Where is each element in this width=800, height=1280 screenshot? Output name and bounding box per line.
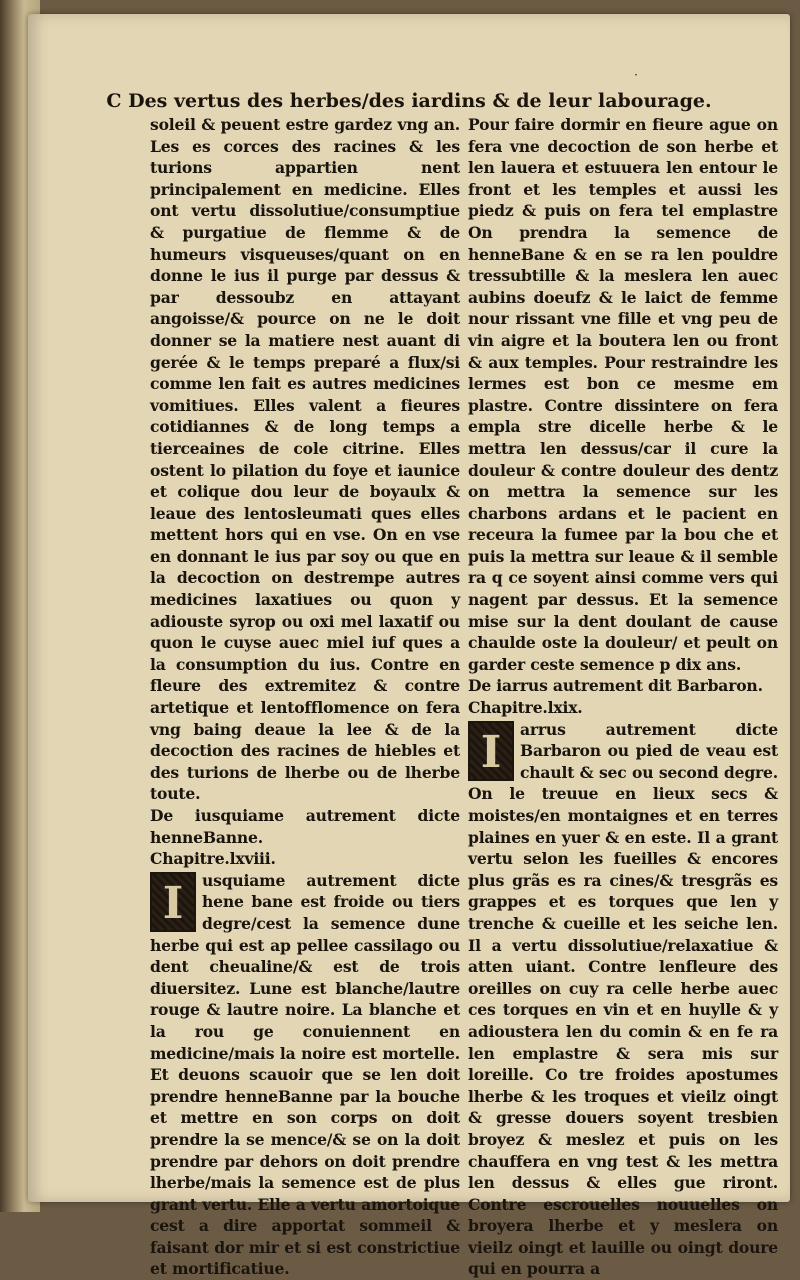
right-column [468,114,778,1280]
right-paragraph-1: Pour faire dormir en fieure ague on fera vne decoction de son herbe et len lauera et estuuera len entour le front et les temples et aussi les piedz & puis on fera tel emplastre On prendra la semence de henneBane & en se ra len pouldre tressubtille & la meslera len auec aubins doeufz & le laict de femme nour rissant vne fille et vng peu de vin aigre et la boutera len ou front & aux temples. Pour restraindre les lermes est bon ce mesme em plastre. Contre dissintere on fera empla stre dicelle herbe & le mettra len dessus/car il cure la douleur & contre douleur des dentz on mettra la semence sur les charbons ardans et le pacient en receura la fumee par la bou che et puis la mettra sur leaue & il semble ra q ce soyent ainsi comme vers qui nagent par dessus. Et la semence mise sur la dent doulant de cause chaulde oste la douleur/ et peult on garder ceste semence p dix ans. [468,115,778,674]
left-chapter-label: Chapitre.lxviii. [150,849,276,869]
right-initial-block [468,719,778,1280]
decorated-initial: I [150,872,196,932]
book-page [28,14,790,1279]
decorated-initial: I [468,721,514,781]
left-section-heading: De iusquiame autrement dicte henneBanne. [150,806,460,847]
left-column [150,114,460,1280]
page-mark: · [634,68,638,82]
running-head: C Des vertus des herbes/des iardins & de leur labourage. [106,90,712,112]
right-chapter-label: Chapitre.lxix. [468,698,583,718]
right-section-heading: De iarrus autrement dit Barbaron. [468,676,763,696]
left-initial-block [150,870,460,1280]
right-paragraph-2: arrus autrement dicte Barbaron ou pied de veau est chault & sec ou second degre. On le treuue en lieux secs & moistes/en montaignes et en terres plaines en yuer & en este. Il a grant vertu selon les fueilles & encores plus grãs es ra cines/& tresgrãs es grappes et es torques que len y trenche & cueille et les seiche len. Il a vertu dissolutiue/relaxatiue & atten uiant. Contre lenfleure des oreilles on cuy ra celle herbe auec ces torques en vin et en huylle & y adioustera len du comin & en fe ra len emplastre & sera mis sur loreille. Co tre froides apostumes lherbe & les troques et vieilz oingt & gresse douers soyent tresbien broyez & meslez et puis on les chauffera en vng test & les mettra len dessus & elles gue riront. Contre escrouelles nouuelles on broyera lherbe et y meslera on vieilz oingt et lauille ou oingt doure qui en pourra a [468,719,778,1279]
left-paragraph-1: soleil & peuent estre gardez vng an. Les es corces des racines & les turions appartien nent principalement en medicine. Elles ont vertu dissolutiue/consumptiue & purgatiue de flemme & de humeurs visqueuses/quant on en donne le ius il purge par dessus & par dessoubz en attayant angoisse/& pource on ne le doit donner se la matiere nest auant di gerée & le temps preparé a flux/si comme len fait es autres medicines vomitiues. Elles valent a fieures cotidiannes & de long temps a tierceaines de cole citrine. Elles ostent lo pilation du foye et iaunice et colique dou leur de boyaulx & leaue des lentosleumati ques elles mettent hors qui en vse. On en vse en donnant le ius par soy ou que en la decoction on destrempe autres medicines laxatiues ou quon y adiouste syrop ou oxi mel laxatif ou quon le cuyse auec miel iuf ques a la consumption du ius. Contre en fleure des extremitez & contre artetique et lentofflomence on fera vng baing deaue la lee & de la decoction des racines de hiebles et des turions de lherbe ou de lherbe toute. [150,115,460,804]
left-paragraph-2: usquiame autrement dicte hene bane est froide ou tiers degre/cest la semence dune herbe qui est ap pellee cassilago ou dent cheualine/& est de trois diuersitez. Lune est blanche/lautre rouge & lautre noire. La blanche et la rou ge conuiennent en medicine/mais la noire est mortelle. Et deuons scauoir que se len doit prendre henneBanne par la bouche et mettre en son corps on doit prendre la se mence/& se on la doit prendre par dehors on doit prendre lherbe/mais la semence est de plus grant vertu. Elle a vertu amortoique cest a dire apportat sommeil & faisant dor mir et si est constrictiue et mortificatiue. [150,870,460,1279]
